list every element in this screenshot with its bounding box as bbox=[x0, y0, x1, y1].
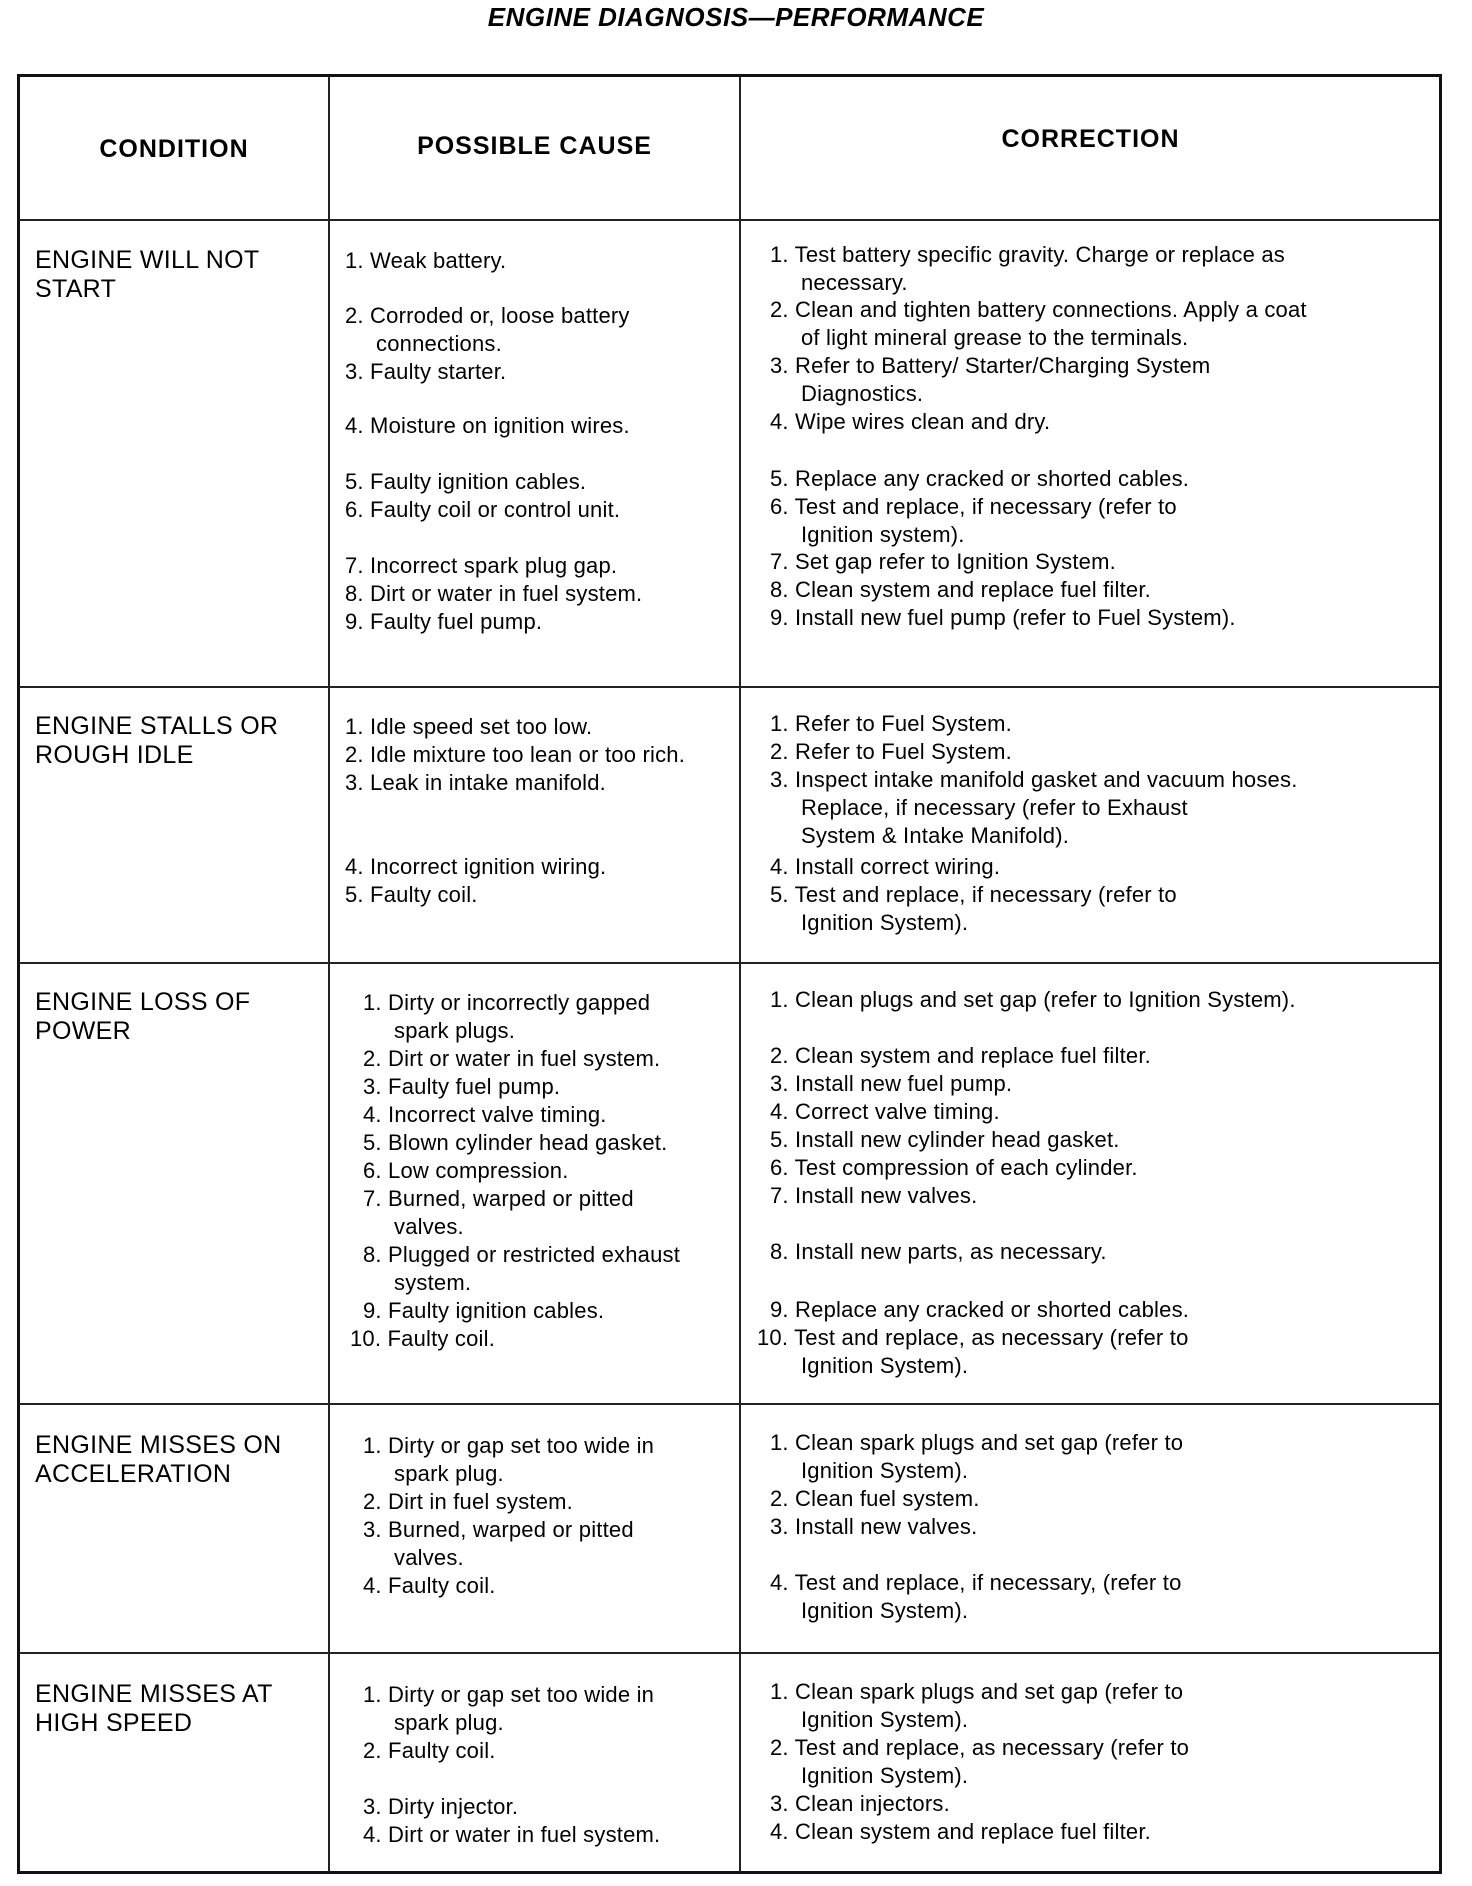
correction-item-continuation: necessary. bbox=[801, 270, 908, 295]
correction-item: 1. Clean spark plugs and set gap (refer to bbox=[770, 1679, 1184, 1704]
cause-item: 5. Faulty ignition cables. bbox=[345, 469, 587, 494]
cause-item: 5. Blown cylinder head gasket. bbox=[363, 1130, 668, 1155]
correction-item: 5. Install new cylinder head gasket. bbox=[770, 1127, 1120, 1152]
correction-item: 10. Test and replace, as necessary (refer to bbox=[757, 1325, 1189, 1350]
cause-item: 2. Corroded or, loose battery bbox=[345, 303, 630, 328]
cause-item: 6. Low compression. bbox=[363, 1158, 569, 1183]
correction-item: 3. Inspect intake manifold gasket and vacuum hoses. bbox=[770, 767, 1298, 792]
cause-item: 1. Dirty or incorrectly gapped bbox=[363, 990, 651, 1015]
correction-item-continuation: of light mineral grease to the terminals. bbox=[801, 325, 1189, 350]
cause-item: 1. Dirty or gap set too wide in bbox=[363, 1433, 655, 1458]
column-divider-1 bbox=[328, 76, 330, 1872]
column-divider-2 bbox=[739, 76, 741, 1872]
correction-item: 3. Install new fuel pump. bbox=[770, 1071, 1013, 1096]
correction-item-continuation: Replace, if necessary (refer to Exhaust bbox=[801, 795, 1188, 820]
condition-text: ACCELERATION bbox=[35, 1460, 232, 1488]
condition-text: ENGINE LOSS OF bbox=[35, 988, 251, 1016]
correction-item-continuation: Ignition System). bbox=[801, 1353, 969, 1378]
correction-item: 8. Clean system and replace fuel filter. bbox=[770, 577, 1151, 602]
correction-item: 9. Install new fuel pump (refer to Fuel System). bbox=[770, 605, 1236, 630]
section-divider bbox=[19, 962, 1440, 964]
section-divider bbox=[19, 686, 1440, 688]
correction-item: 7. Install new valves. bbox=[770, 1183, 978, 1208]
header-condition: CONDITION bbox=[99, 135, 249, 163]
condition-text: ENGINE MISSES AT bbox=[35, 1680, 273, 1708]
cause-item: 4. Incorrect ignition wiring. bbox=[345, 854, 607, 879]
correction-item: 4. Clean system and replace fuel filter. bbox=[770, 1819, 1151, 1844]
condition-text: POWER bbox=[35, 1017, 131, 1045]
correction-item-continuation: System & Intake Manifold). bbox=[801, 823, 1070, 848]
cause-item: 4. Dirt or water in fuel system. bbox=[363, 1822, 661, 1847]
header-possible-cause: POSSIBLE CAUSE bbox=[417, 132, 652, 160]
cause-item: 4. Faulty coil. bbox=[363, 1573, 496, 1598]
cause-item: 3. Dirty injector. bbox=[363, 1794, 519, 1819]
condition-text: ENGINE WILL NOT bbox=[35, 246, 260, 274]
cause-item: 7. Burned, warped or pitted bbox=[363, 1186, 634, 1211]
correction-item: 5. Replace any cracked or shorted cables. bbox=[770, 466, 1190, 491]
correction-item-continuation: Ignition System). bbox=[801, 1598, 969, 1623]
cause-item-continuation: connections. bbox=[376, 331, 502, 356]
condition-text: ENGINE MISSES ON bbox=[35, 1431, 282, 1459]
correction-item: 1. Test battery specific gravity. Charge or replace as bbox=[770, 242, 1285, 267]
cause-item: 3. Faulty starter. bbox=[345, 359, 507, 384]
cause-item: 2. Idle mixture too lean or too rich. bbox=[345, 742, 686, 767]
diagnosis-table bbox=[17, 74, 1442, 1874]
cause-item: 8. Dirt or water in fuel system. bbox=[345, 581, 643, 606]
correction-item: 5. Test and replace, if necessary (refer to bbox=[770, 882, 1177, 907]
correction-item: 1. Clean spark plugs and set gap (refer to bbox=[770, 1430, 1184, 1455]
correction-item: 2. Refer to Fuel System. bbox=[770, 739, 1012, 764]
correction-item: 3. Clean injectors. bbox=[770, 1791, 950, 1816]
correction-item-continuation: Ignition System). bbox=[801, 1763, 969, 1788]
header-correction: CORRECTION bbox=[1001, 125, 1180, 153]
condition-text: START bbox=[35, 275, 117, 303]
cause-item: 5. Faulty coil. bbox=[345, 882, 478, 907]
cause-item: 2. Dirt or water in fuel system. bbox=[363, 1046, 661, 1071]
cause-item-continuation: spark plugs. bbox=[394, 1018, 516, 1043]
cause-item: 1. Dirty or gap set too wide in bbox=[363, 1682, 655, 1707]
cause-item: 2. Dirt in fuel system. bbox=[363, 1489, 573, 1514]
section-divider bbox=[19, 1652, 1440, 1654]
correction-item: 4. Wipe wires clean and dry. bbox=[770, 409, 1051, 434]
cause-item: 4. Moisture on ignition wires. bbox=[345, 413, 630, 438]
cause-item: 2. Faulty coil. bbox=[363, 1738, 496, 1763]
correction-item-continuation: Ignition System). bbox=[801, 910, 969, 935]
correction-item-continuation: Ignition System). bbox=[801, 1707, 969, 1732]
correction-item: 2. Clean fuel system. bbox=[770, 1486, 980, 1511]
cause-item: 1. Weak battery. bbox=[345, 248, 507, 273]
correction-item: 6. Test and replace, if necessary (refer to bbox=[770, 494, 1177, 519]
correction-item: 1. Clean plugs and set gap (refer to Ignition System). bbox=[770, 987, 1296, 1012]
correction-item-continuation: Ignition System). bbox=[801, 1458, 969, 1483]
cause-item: 7. Incorrect spark plug gap. bbox=[345, 553, 618, 578]
correction-item: 2. Clean and tighten battery connections. Apply a coat bbox=[770, 297, 1307, 322]
correction-item: 4. Test and replace, if necessary, (refer to bbox=[770, 1570, 1182, 1595]
correction-item: 3. Refer to Battery/ Starter/Charging System bbox=[770, 353, 1211, 378]
correction-item: 4. Install correct wiring. bbox=[770, 854, 1001, 879]
correction-item: 9. Replace any cracked or shorted cables. bbox=[770, 1297, 1190, 1322]
correction-item: 4. Correct valve timing. bbox=[770, 1099, 1000, 1124]
cause-item-continuation: valves. bbox=[394, 1545, 464, 1570]
correction-item: 8. Install new parts, as necessary. bbox=[770, 1239, 1107, 1264]
cause-item: 1. Idle speed set too low. bbox=[345, 714, 593, 739]
correction-item: 7. Set gap refer to Ignition System. bbox=[770, 549, 1116, 574]
condition-text: HIGH SPEED bbox=[35, 1709, 193, 1737]
cause-item-continuation: spark plug. bbox=[394, 1461, 504, 1486]
cause-item-continuation: system. bbox=[394, 1270, 472, 1295]
cause-item: 4. Incorrect valve timing. bbox=[363, 1102, 607, 1127]
condition-text: ROUGH IDLE bbox=[35, 741, 194, 769]
cause-item-continuation: spark plug. bbox=[394, 1710, 504, 1735]
cause-item-continuation: valves. bbox=[394, 1214, 464, 1239]
cause-item: 3. Burned, warped or pitted bbox=[363, 1517, 634, 1542]
correction-item: 1. Refer to Fuel System. bbox=[770, 711, 1012, 736]
cause-item: 3. Leak in intake manifold. bbox=[345, 770, 606, 795]
cause-item: 9. Faulty fuel pump. bbox=[345, 609, 543, 634]
cause-item: 6. Faulty coil or control unit. bbox=[345, 497, 621, 522]
cause-item: 8. Plugged or restricted exhaust bbox=[363, 1242, 681, 1267]
condition-text: ENGINE STALLS OR bbox=[35, 712, 279, 740]
correction-item-continuation: Diagnostics. bbox=[801, 381, 924, 406]
correction-item: 2. Test and replace, as necessary (refer to bbox=[770, 1735, 1190, 1760]
cause-item: 3. Faulty fuel pump. bbox=[363, 1074, 561, 1099]
cause-item: 9. Faulty ignition cables. bbox=[363, 1298, 605, 1323]
correction-item: 3. Install new valves. bbox=[770, 1514, 978, 1539]
cause-item: 10. Faulty coil. bbox=[350, 1326, 496, 1351]
correction-item: 6. Test compression of each cylinder. bbox=[770, 1155, 1138, 1180]
header-divider bbox=[19, 219, 1440, 221]
section-divider bbox=[19, 1403, 1440, 1405]
correction-item-continuation: Ignition system). bbox=[801, 522, 965, 547]
page-title: ENGINE DIAGNOSIS—PERFORMANCE bbox=[487, 2, 985, 32]
correction-item: 2. Clean system and replace fuel filter. bbox=[770, 1043, 1151, 1068]
